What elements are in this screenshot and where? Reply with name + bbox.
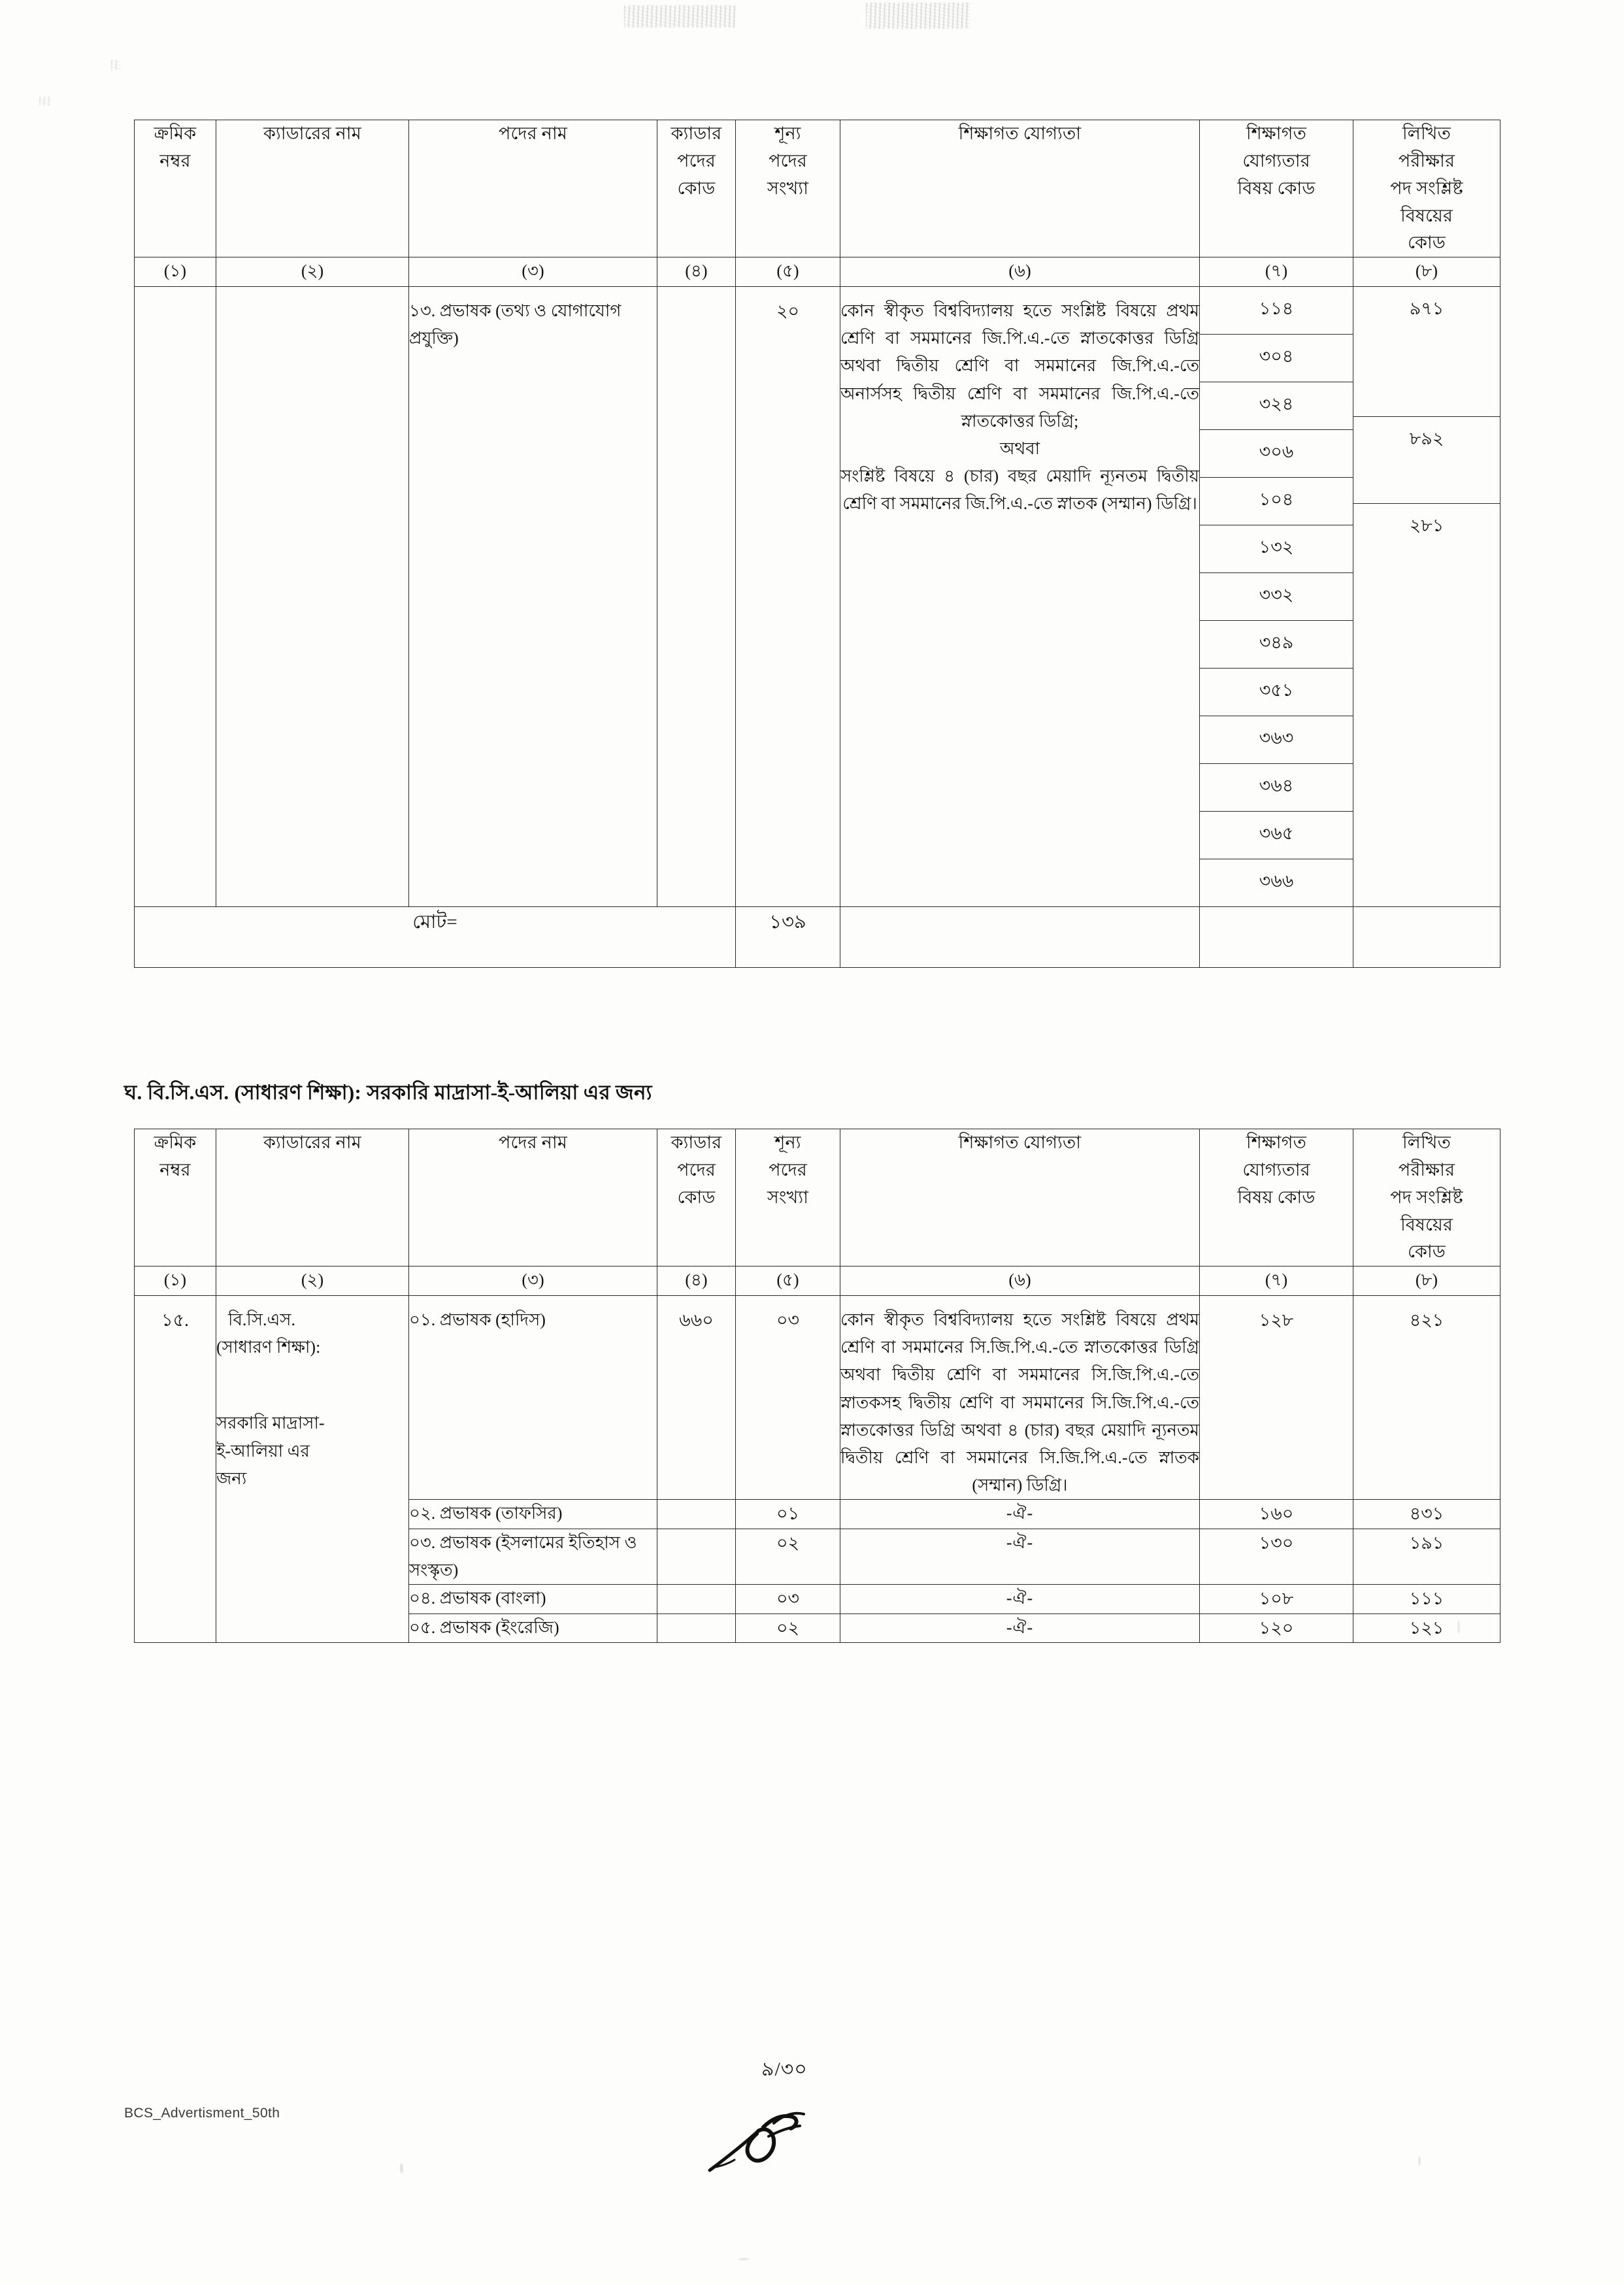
subject-code: ১০৪ bbox=[1200, 478, 1353, 525]
table-row bbox=[135, 287, 1500, 907]
table-header-row bbox=[135, 1129, 1500, 1266]
scan-artifact bbox=[39, 97, 51, 106]
cell-cadre-code bbox=[657, 1499, 736, 1529]
subject-code: ৩৬৫ bbox=[1200, 812, 1353, 859]
total-label: মোট= bbox=[135, 907, 736, 968]
subject-code: ৩২৪ bbox=[1200, 382, 1353, 430]
cell-post-name: ০১. প্রভাষক (হাদিস) bbox=[409, 1296, 657, 1500]
subject-code: ১৩২ bbox=[1200, 525, 1353, 573]
colnum-3: (৩) bbox=[409, 257, 657, 287]
cell-vacancy: ০১ bbox=[736, 1499, 840, 1529]
qualification-alt: সংশ্লিষ্ট বিষয়ে ৪ (চার) বছর মেয়াদি ন্যূনতম দ্বিতীয় শ্রেণি বা সমমানের জি.পি.এ.-তে স্নাতক (সম্মান) ডিগ্রি। bbox=[840, 466, 1199, 513]
cell-written-code: ১৯১ bbox=[1353, 1529, 1500, 1584]
subject-code: ৩৪৯ bbox=[1200, 621, 1353, 669]
cell-qualification-ditto: -ঐ- bbox=[840, 1529, 1200, 1584]
header-subject-code: শিক্ষাগত যোগ্যতার বিষয় কোড bbox=[1200, 120, 1353, 257]
subject-code: ৩৩২ bbox=[1200, 573, 1353, 621]
qualification-or: অথবা bbox=[999, 439, 1040, 458]
cell-vacancy: ০৩ bbox=[736, 1296, 840, 1500]
signature-mark bbox=[706, 2108, 817, 2176]
header-written-code: লিখিত পরীক্ষার পদ সংশ্লিষ্ট বিষয়ের কোড bbox=[1353, 1129, 1500, 1266]
cell-qualification-ditto: -ঐ- bbox=[840, 1614, 1200, 1643]
scan-speck bbox=[738, 2258, 749, 2260]
header-cadre-name: ক্যাডারের নাম bbox=[216, 120, 409, 257]
colnum-7: (৭) bbox=[1200, 257, 1353, 287]
scan-speck bbox=[1457, 1621, 1460, 1634]
header-qualification: শিক্ষাগত যোগ্যতা bbox=[840, 1129, 1200, 1266]
header-cadre-code: ক্যাডার পদের কোড bbox=[657, 120, 736, 257]
total-blank-subject bbox=[1200, 907, 1353, 968]
subject-code-list bbox=[1200, 287, 1353, 906]
column-number-row bbox=[135, 1266, 1500, 1296]
cadre-table-madrasa bbox=[134, 1129, 1500, 1643]
colnum-8: (৮) bbox=[1353, 1266, 1500, 1296]
cell-subject-code: ১৩০ bbox=[1200, 1529, 1353, 1584]
colnum-1: (১) bbox=[135, 257, 216, 287]
table-row bbox=[135, 1296, 1500, 1500]
cadre-table-ict bbox=[134, 120, 1500, 968]
cell-cadre-code bbox=[657, 1584, 736, 1614]
subject-code: ৩৫১ bbox=[1200, 669, 1353, 716]
colnum-6: (৬) bbox=[840, 1266, 1200, 1296]
written-code: ৯৭১ bbox=[1353, 287, 1500, 417]
colnum-5: (৫) bbox=[736, 1266, 840, 1296]
written-code-list bbox=[1353, 287, 1500, 551]
scan-artifact bbox=[624, 5, 735, 27]
cell-vacancy: ০২ bbox=[736, 1529, 840, 1584]
cell-written-code: ১২১ bbox=[1353, 1614, 1500, 1643]
colnum-4: (৪) bbox=[657, 1266, 736, 1296]
column-number-row bbox=[135, 257, 1500, 287]
header-qualification: শিক্ষাগত যোগ্যতা bbox=[840, 120, 1200, 257]
written-code: ৮৯২ bbox=[1353, 417, 1500, 504]
cell-post-name: ০৩. প্রভাষক (ইসলামের ইতিহাস ও সংস্কৃত) bbox=[409, 1529, 657, 1584]
header-vacancy: শূন্য পদের সংখ্যা bbox=[736, 1129, 840, 1266]
subject-code: ৩৬৪ bbox=[1200, 764, 1353, 812]
page-number: ৯/৩০ bbox=[761, 2059, 808, 2080]
cell-written-code: ৪২১ bbox=[1353, 1296, 1500, 1500]
colnum-2: (২) bbox=[216, 1266, 409, 1296]
cell-qualification-ditto: -ঐ- bbox=[840, 1499, 1200, 1529]
cell-cadre-code: ৬৬০ bbox=[657, 1296, 736, 1500]
header-post-name: পদের নাম bbox=[409, 120, 657, 257]
cell-post-name: ০৪. প্রভাষক (বাংলা) bbox=[409, 1584, 657, 1614]
colnum-8: (৮) bbox=[1353, 257, 1500, 287]
cell-subject-code: ১২৮ bbox=[1200, 1296, 1353, 1500]
section-heading: ঘ. বি.সি.এস. (সাধারণ শিক্ষা): সরকারি মাদ্রাসা-ই-আলিয়া এর জন্য bbox=[124, 1081, 652, 1104]
subject-code: ৩৬৬ bbox=[1259, 871, 1294, 891]
cadre-name-line: (সাধারণ শিক্ষা): bbox=[216, 1338, 321, 1357]
file-label: BCS_Advertisment_50th bbox=[124, 2106, 280, 2121]
cell-cadre-name bbox=[216, 287, 409, 907]
total-blank-qualification bbox=[840, 907, 1200, 968]
written-code: ২৮১ bbox=[1409, 516, 1444, 536]
subject-code: ৩৬৩ bbox=[1200, 716, 1353, 764]
total-value: ১৩৯ bbox=[736, 907, 840, 968]
cell-written-code-stack bbox=[1353, 287, 1500, 907]
cell-subject-code: ১৬০ bbox=[1200, 1499, 1353, 1529]
total-blank-written bbox=[1353, 907, 1500, 968]
header-written-code: লিখিত পরীক্ষার পদ সংশ্লিষ্ট বিষয়ের কোড bbox=[1353, 120, 1500, 257]
cell-written-code: ১১১ bbox=[1353, 1584, 1500, 1614]
subject-code: ১১৪ bbox=[1200, 287, 1353, 335]
cell-subject-code: ১০৮ bbox=[1200, 1584, 1353, 1614]
header-serial: ক্রমিক নম্বর bbox=[135, 1129, 216, 1266]
subject-code: ৩০৪ bbox=[1200, 335, 1353, 382]
cell-qualification: কোন স্বীকৃত বিশ্ববিদ্যালয় হতে সংশ্লিষ্ট বিষয়ে প্রথম শ্রেণি বা সমমানের সি.জি.পি.এ.-তে স্নাতকোত্তর ডিগ্রি অথবা দ্বিতীয় শ্রেণি বা সমমানের সি.জি.পি.এ.-তে স্নাতকসহ দ্বিতীয় শ্রেণি বা সমমানের সি.জি.পি.এ.-তে স্নাতকোত্তর ডিগ্রি অথবা ৪ (চার) বছর মেয়াদি ন্যূনতম দ্বিতীয় শ্রেণি বা সমমানের সি.জি.পি.এ.-তে স্নাতক (সম্মান) ডিগ্রি। bbox=[840, 1296, 1200, 1500]
cadre-name-line: ই-আলিয়া এর bbox=[216, 1441, 310, 1461]
cadre-name-line: জন্য bbox=[216, 1468, 247, 1488]
colnum-1: (১) bbox=[135, 1266, 216, 1296]
colnum-7: (৭) bbox=[1200, 1266, 1353, 1296]
scan-artifact bbox=[111, 60, 120, 71]
cell-cadre-code bbox=[657, 1614, 736, 1643]
cell-written-code: ৪৩১ bbox=[1353, 1499, 1500, 1529]
qualification-main: কোন স্বীকৃত বিশ্ববিদ্যালয় হতে সংশ্লিষ্ট বিষয়ে প্রথম শ্রেণি বা সমমানের জি.পি.এ.-তে স্নাতকোত্তর ডিগ্রি অথবা দ্বিতীয় শ্রেণি বা সমমানের জি.পি.এ.-তে অনার্সসহ দ্বিতীয় শ্রেণি বা সমমানের জি.পি.এ.-তে স্নাতকোত্তর ডিগ্রি; bbox=[840, 301, 1199, 431]
header-cadre-name: ক্যাডারের নাম bbox=[216, 1129, 409, 1266]
cell-subject-code-stack bbox=[1200, 287, 1353, 907]
header-serial: ক্রমিক নম্বর bbox=[135, 120, 216, 257]
scan-speck bbox=[1418, 2157, 1421, 2166]
header-post-name: পদের নাম bbox=[409, 1129, 657, 1266]
cell-qualification-ditto: -ঐ- bbox=[840, 1584, 1200, 1614]
colnum-4: (৪) bbox=[657, 257, 736, 287]
subject-code: ৩০৬ bbox=[1200, 430, 1353, 478]
cell-cadre-name bbox=[216, 1296, 409, 1643]
cell-post-name: ০২. প্রভাষক (তাফসির) bbox=[409, 1499, 657, 1529]
colnum-6: (৬) bbox=[840, 257, 1200, 287]
colnum-2: (২) bbox=[216, 257, 409, 287]
table-header-row bbox=[135, 120, 1500, 257]
cell-cadre-code bbox=[657, 287, 736, 907]
cadre-name-line: সরকারি মাদ্রাসা- bbox=[216, 1414, 325, 1433]
colnum-5: (৫) bbox=[736, 257, 840, 287]
header-subject-code: শিক্ষাগত যোগ্যতার বিষয় কোড bbox=[1200, 1129, 1353, 1266]
cell-post-name: ০৫. প্রভাষক (ইংরেজি) bbox=[409, 1614, 657, 1643]
scan-speck bbox=[400, 2163, 403, 2174]
header-vacancy: শূন্য পদের সংখ্যা bbox=[736, 120, 840, 257]
cell-post-name: ১৩. প্রভাষক (তথ্য ও যোগাযোগ প্রযুক্তি) bbox=[409, 287, 657, 907]
cell-vacancy: ০৩ bbox=[736, 1584, 840, 1614]
cell-vacancy: ২০ bbox=[736, 287, 840, 907]
cadre-name-gap bbox=[216, 1361, 408, 1410]
colnum-3: (৩) bbox=[409, 1266, 657, 1296]
scan-artifact bbox=[866, 3, 970, 29]
cell-vacancy: ০২ bbox=[736, 1614, 840, 1643]
header-cadre-code: ক্যাডার পদের কোড bbox=[657, 1129, 736, 1266]
total-row bbox=[135, 907, 1500, 968]
cadre-name-line: বি.সি.এস. bbox=[228, 1310, 295, 1330]
cell-cadre-code bbox=[657, 1529, 736, 1584]
cell-serial bbox=[135, 287, 216, 907]
cell-qualification bbox=[840, 287, 1200, 907]
cell-serial: ১৫. bbox=[135, 1296, 216, 1643]
cell-subject-code: ১২০ bbox=[1200, 1614, 1353, 1643]
